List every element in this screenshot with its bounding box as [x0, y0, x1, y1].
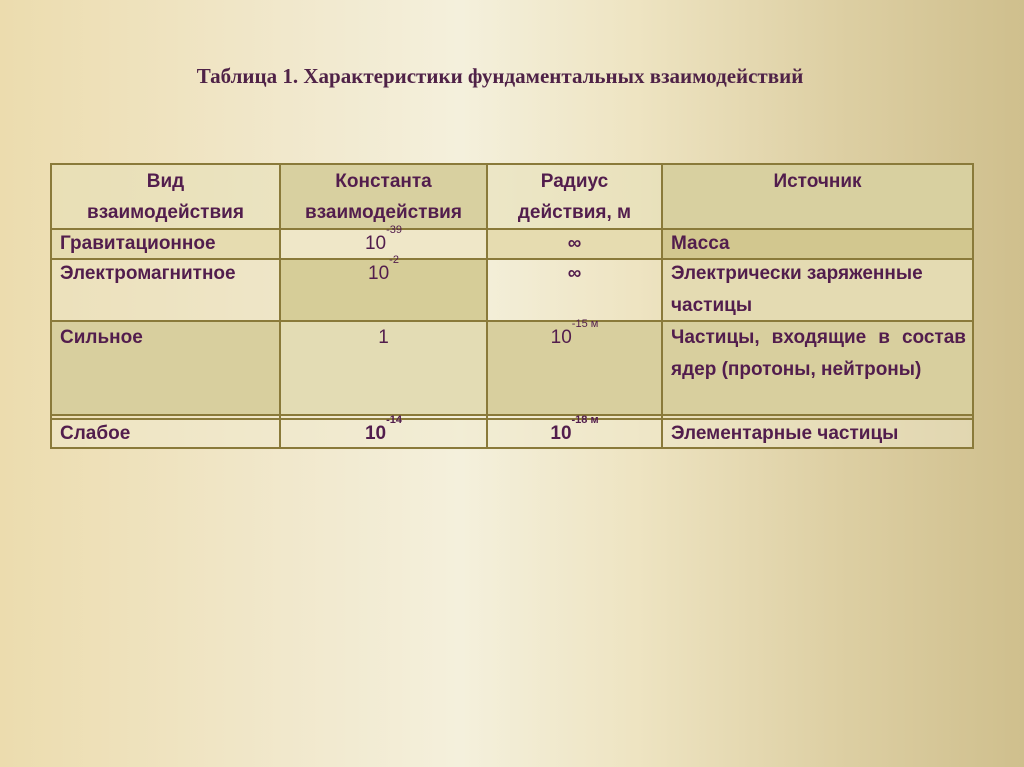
slide-title: Таблица 1. Характеристики фундаментальных взаимодействий — [196, 64, 804, 88]
header-cell-source — [663, 163, 972, 197]
cell-source: Масса — [671, 233, 730, 254]
interactions-table — [50, 163, 974, 449]
cell-constant — [281, 254, 486, 290]
cell-source: Электрически заряженные частицы — [671, 263, 923, 316]
cell-constant — [281, 414, 486, 450]
radius-exponent: -18 м — [571, 414, 599, 426]
constant-exponent: -2 — [389, 254, 399, 266]
header-text: Радиус — [540, 171, 609, 192]
constant-base: 10 — [364, 233, 387, 254]
cell-source: Частицы, входящие в состав ядер (протоны, нейтроны) — [671, 327, 966, 380]
header-cell-type — [52, 163, 279, 228]
cell-radius — [488, 258, 661, 290]
cell-constant — [281, 322, 486, 354]
radius-value: ∞ — [567, 233, 582, 254]
cell-type: Сильное — [60, 327, 143, 348]
table-border — [50, 414, 974, 416]
cell-constant — [281, 224, 486, 260]
header-text: взаимодействия — [87, 202, 244, 223]
constant-exponent: -14 — [386, 414, 403, 426]
constant-exponent: -39 — [386, 224, 403, 236]
constant-base: 10 — [364, 423, 387, 444]
constant-base: 1 — [378, 327, 389, 348]
header-cell-constant — [281, 163, 486, 228]
cell-source: Элементарные частицы — [671, 423, 899, 444]
header-text: Вид — [146, 171, 185, 192]
constant-base: 10 — [368, 263, 390, 284]
cell-radius — [488, 318, 661, 354]
cell-type: Электромагнитное — [60, 263, 236, 284]
table-border — [972, 163, 974, 449]
header-text: Источник — [773, 171, 862, 192]
header-text: действия, м — [517, 202, 632, 223]
cell-radius — [488, 228, 661, 260]
cell-type: Слабое — [60, 423, 131, 444]
header-cell-radius — [488, 163, 661, 228]
radius-value: ∞ — [567, 263, 582, 284]
cell-radius — [488, 414, 661, 450]
radius-base: 10 — [550, 423, 572, 444]
cell-type: Гравитационное — [60, 233, 216, 254]
radius-exponent: -15 м — [571, 318, 599, 330]
header-text: взаимодействия — [305, 202, 462, 223]
header-text: Константа — [335, 171, 432, 192]
radius-base: 10 — [550, 327, 572, 348]
